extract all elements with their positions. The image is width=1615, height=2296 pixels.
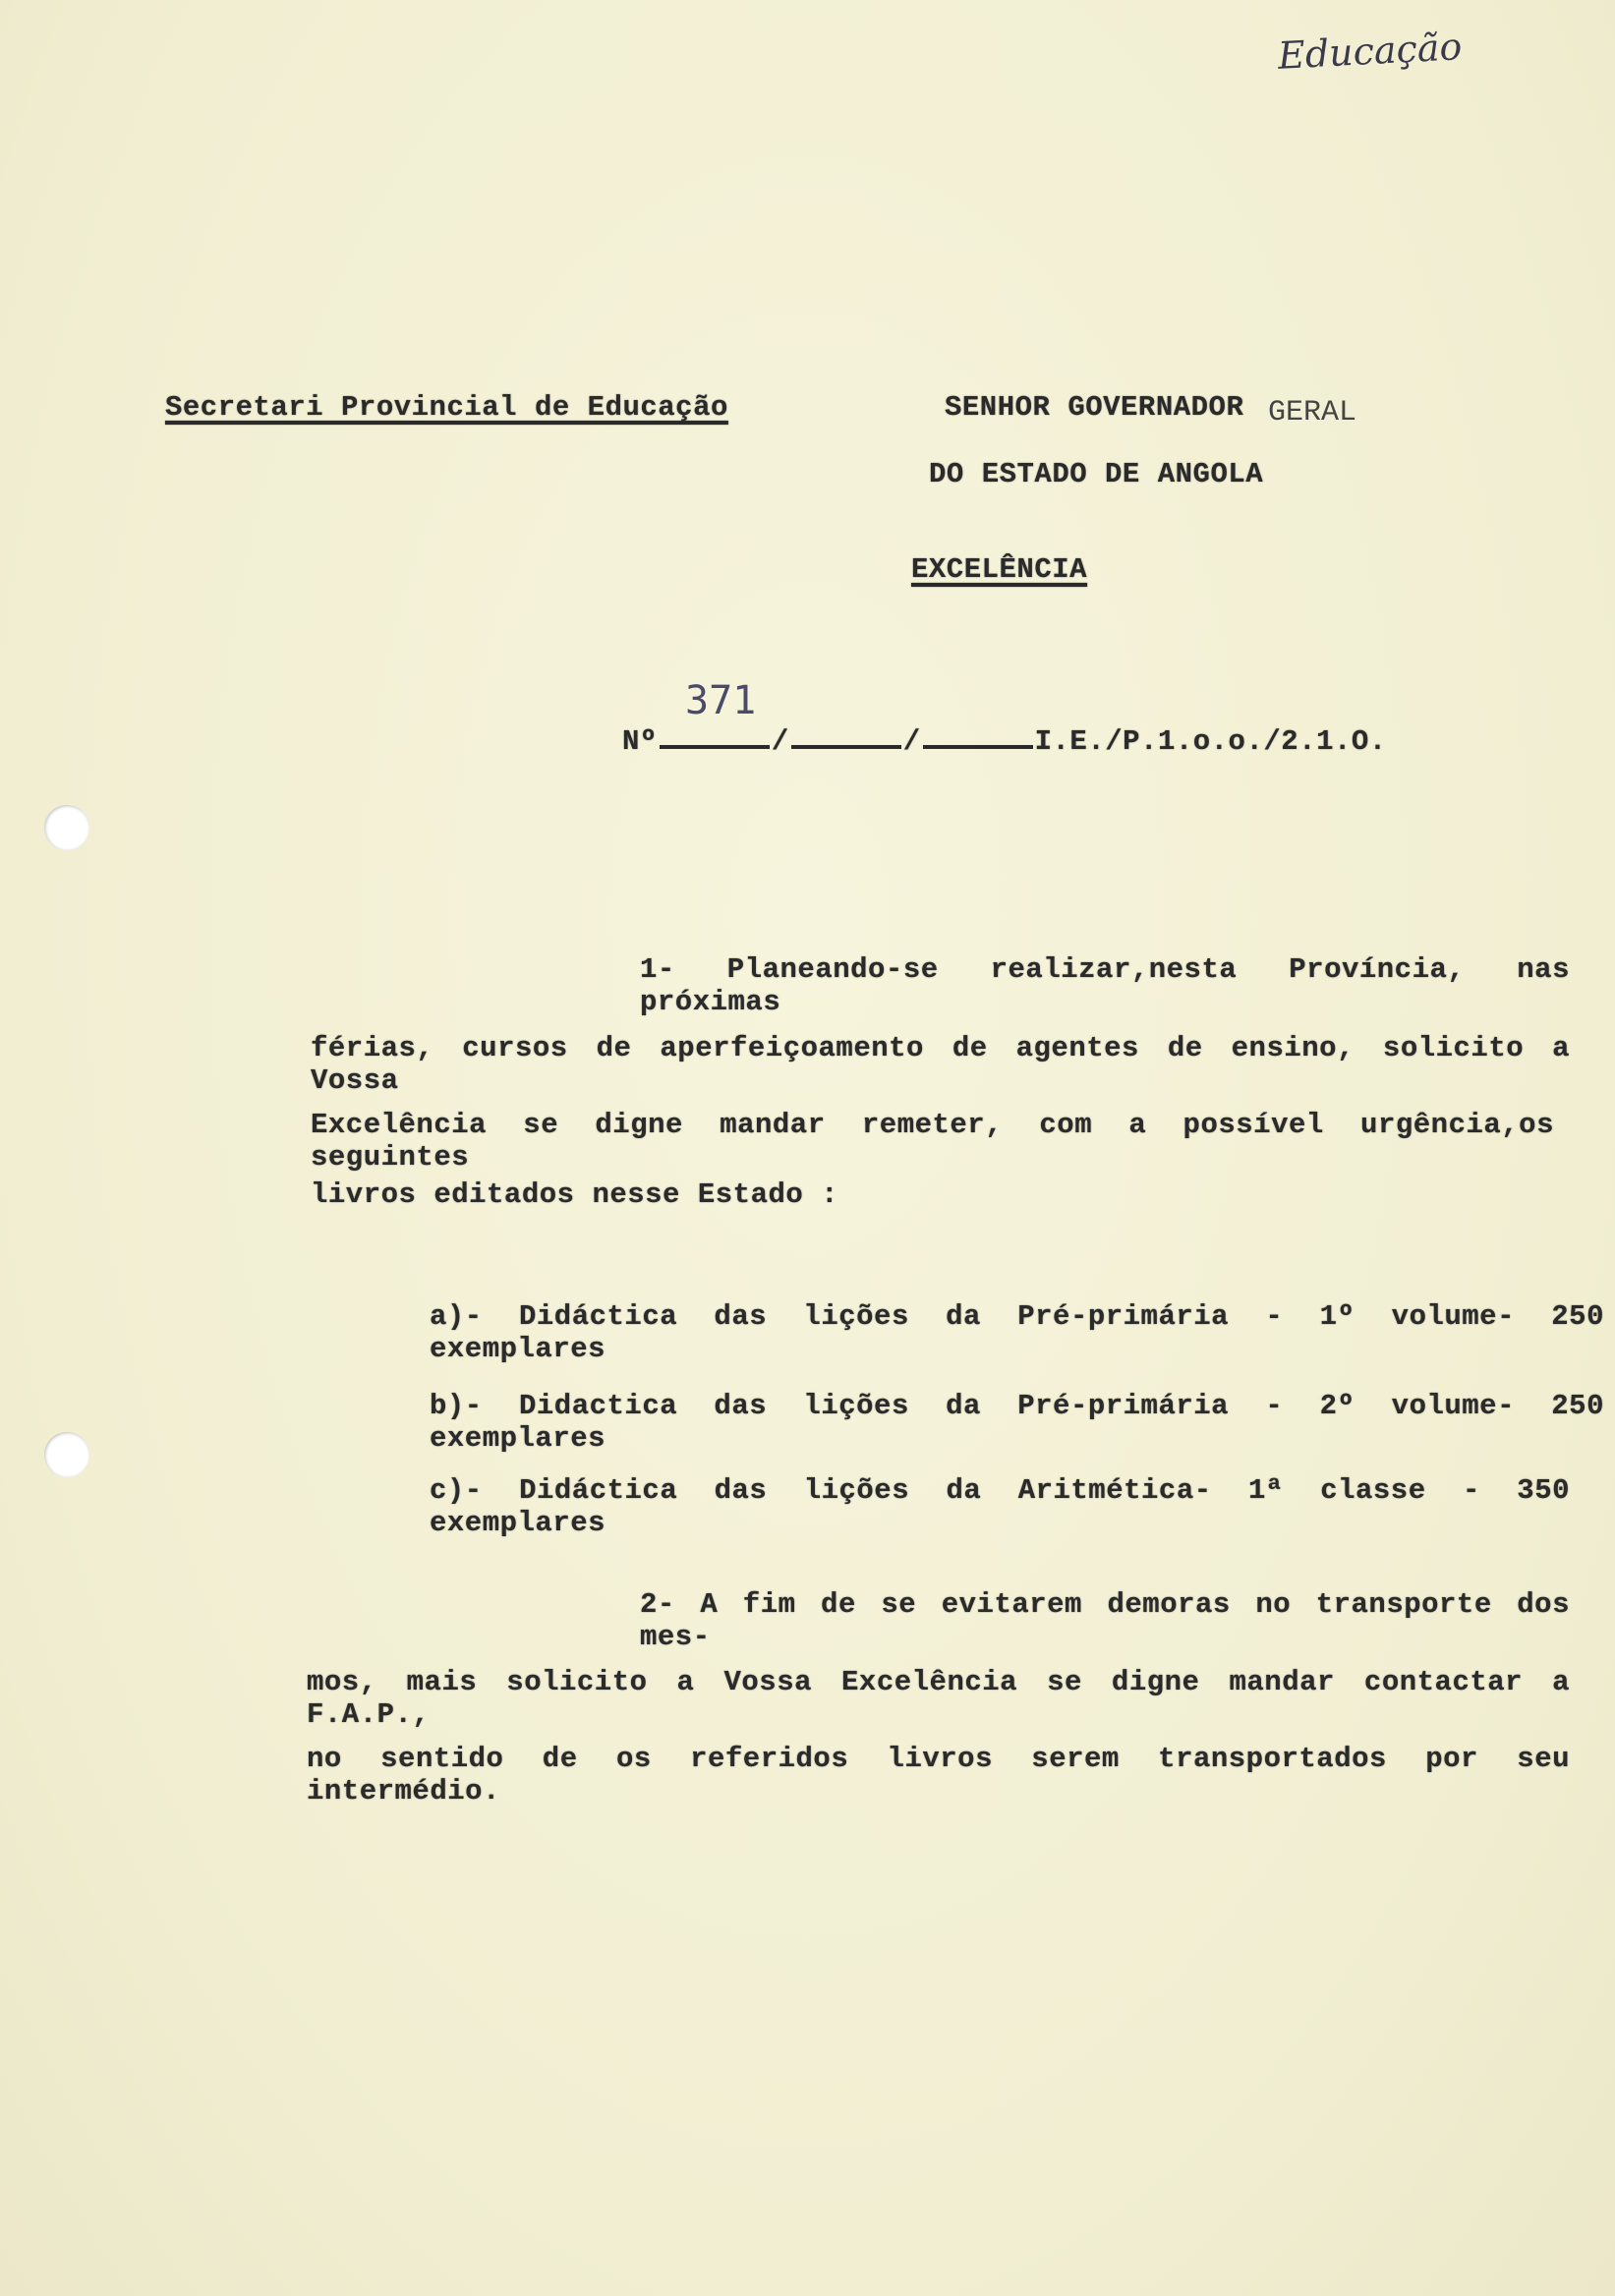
- paragraph-1-line: 1- Planeando-se realizar,nesta Província, nas próximas: [640, 953, 1570, 1018]
- addressee-line-1: SENHOR GOVERNADOR: [945, 391, 1244, 424]
- punch-hole: [44, 805, 89, 850]
- list-item: c)- Didáctica das lições da Aritmética- 1ª classe - 350 exemplares: [430, 1474, 1570, 1539]
- list-item: b)- Didactica das lições da Pré-primária - 2º volume- 250 exemplares: [430, 1390, 1604, 1455]
- paragraph-1-line: livros editados nesse Estado :: [311, 1178, 839, 1211]
- paragraph-1-line: Excelência se digne mandar remeter, com a possível urgência,os seguintes: [311, 1109, 1554, 1174]
- paragraph-1-line: férias, cursos de aperfeiçoamento de agentes de ensino, solicito a Vossa: [311, 1032, 1570, 1097]
- paragraph-2-line: mos, mais solicito a Vossa Excelência se digne mandar contactar a F.A.P.,: [307, 1666, 1570, 1731]
- reference-number-stamp: 371: [685, 678, 757, 723]
- reference-code: I.E./P.1.o.o./2.1.O.: [1034, 725, 1387, 758]
- list-item: a)- Didáctica das lições da Pré-primária - 1º volume- 250 exemplares: [430, 1300, 1604, 1365]
- reference-line: [622, 725, 1387, 758]
- reference-separator: /: [771, 725, 789, 758]
- reference-prefix: Nº: [622, 725, 658, 758]
- paragraph-2-line: no sentido de os referidos livros serem transportados por seu intermédio.: [307, 1743, 1570, 1808]
- paragraph-2-line: 2- A fim de se evitarem demoras no transporte dos mes-: [640, 1588, 1570, 1653]
- salutation: EXCELÊNCIA: [911, 553, 1088, 586]
- addressee-added-word: GERAL: [1268, 396, 1357, 430]
- sender-heading: Secretari Provincial de Educação: [165, 391, 728, 424]
- addressee-line-2: DO ESTADO DE ANGOLA: [929, 458, 1264, 490]
- handwritten-annotation: Educação: [1276, 25, 1464, 78]
- punch-hole: [44, 1432, 89, 1477]
- reference-separator: /: [902, 725, 921, 758]
